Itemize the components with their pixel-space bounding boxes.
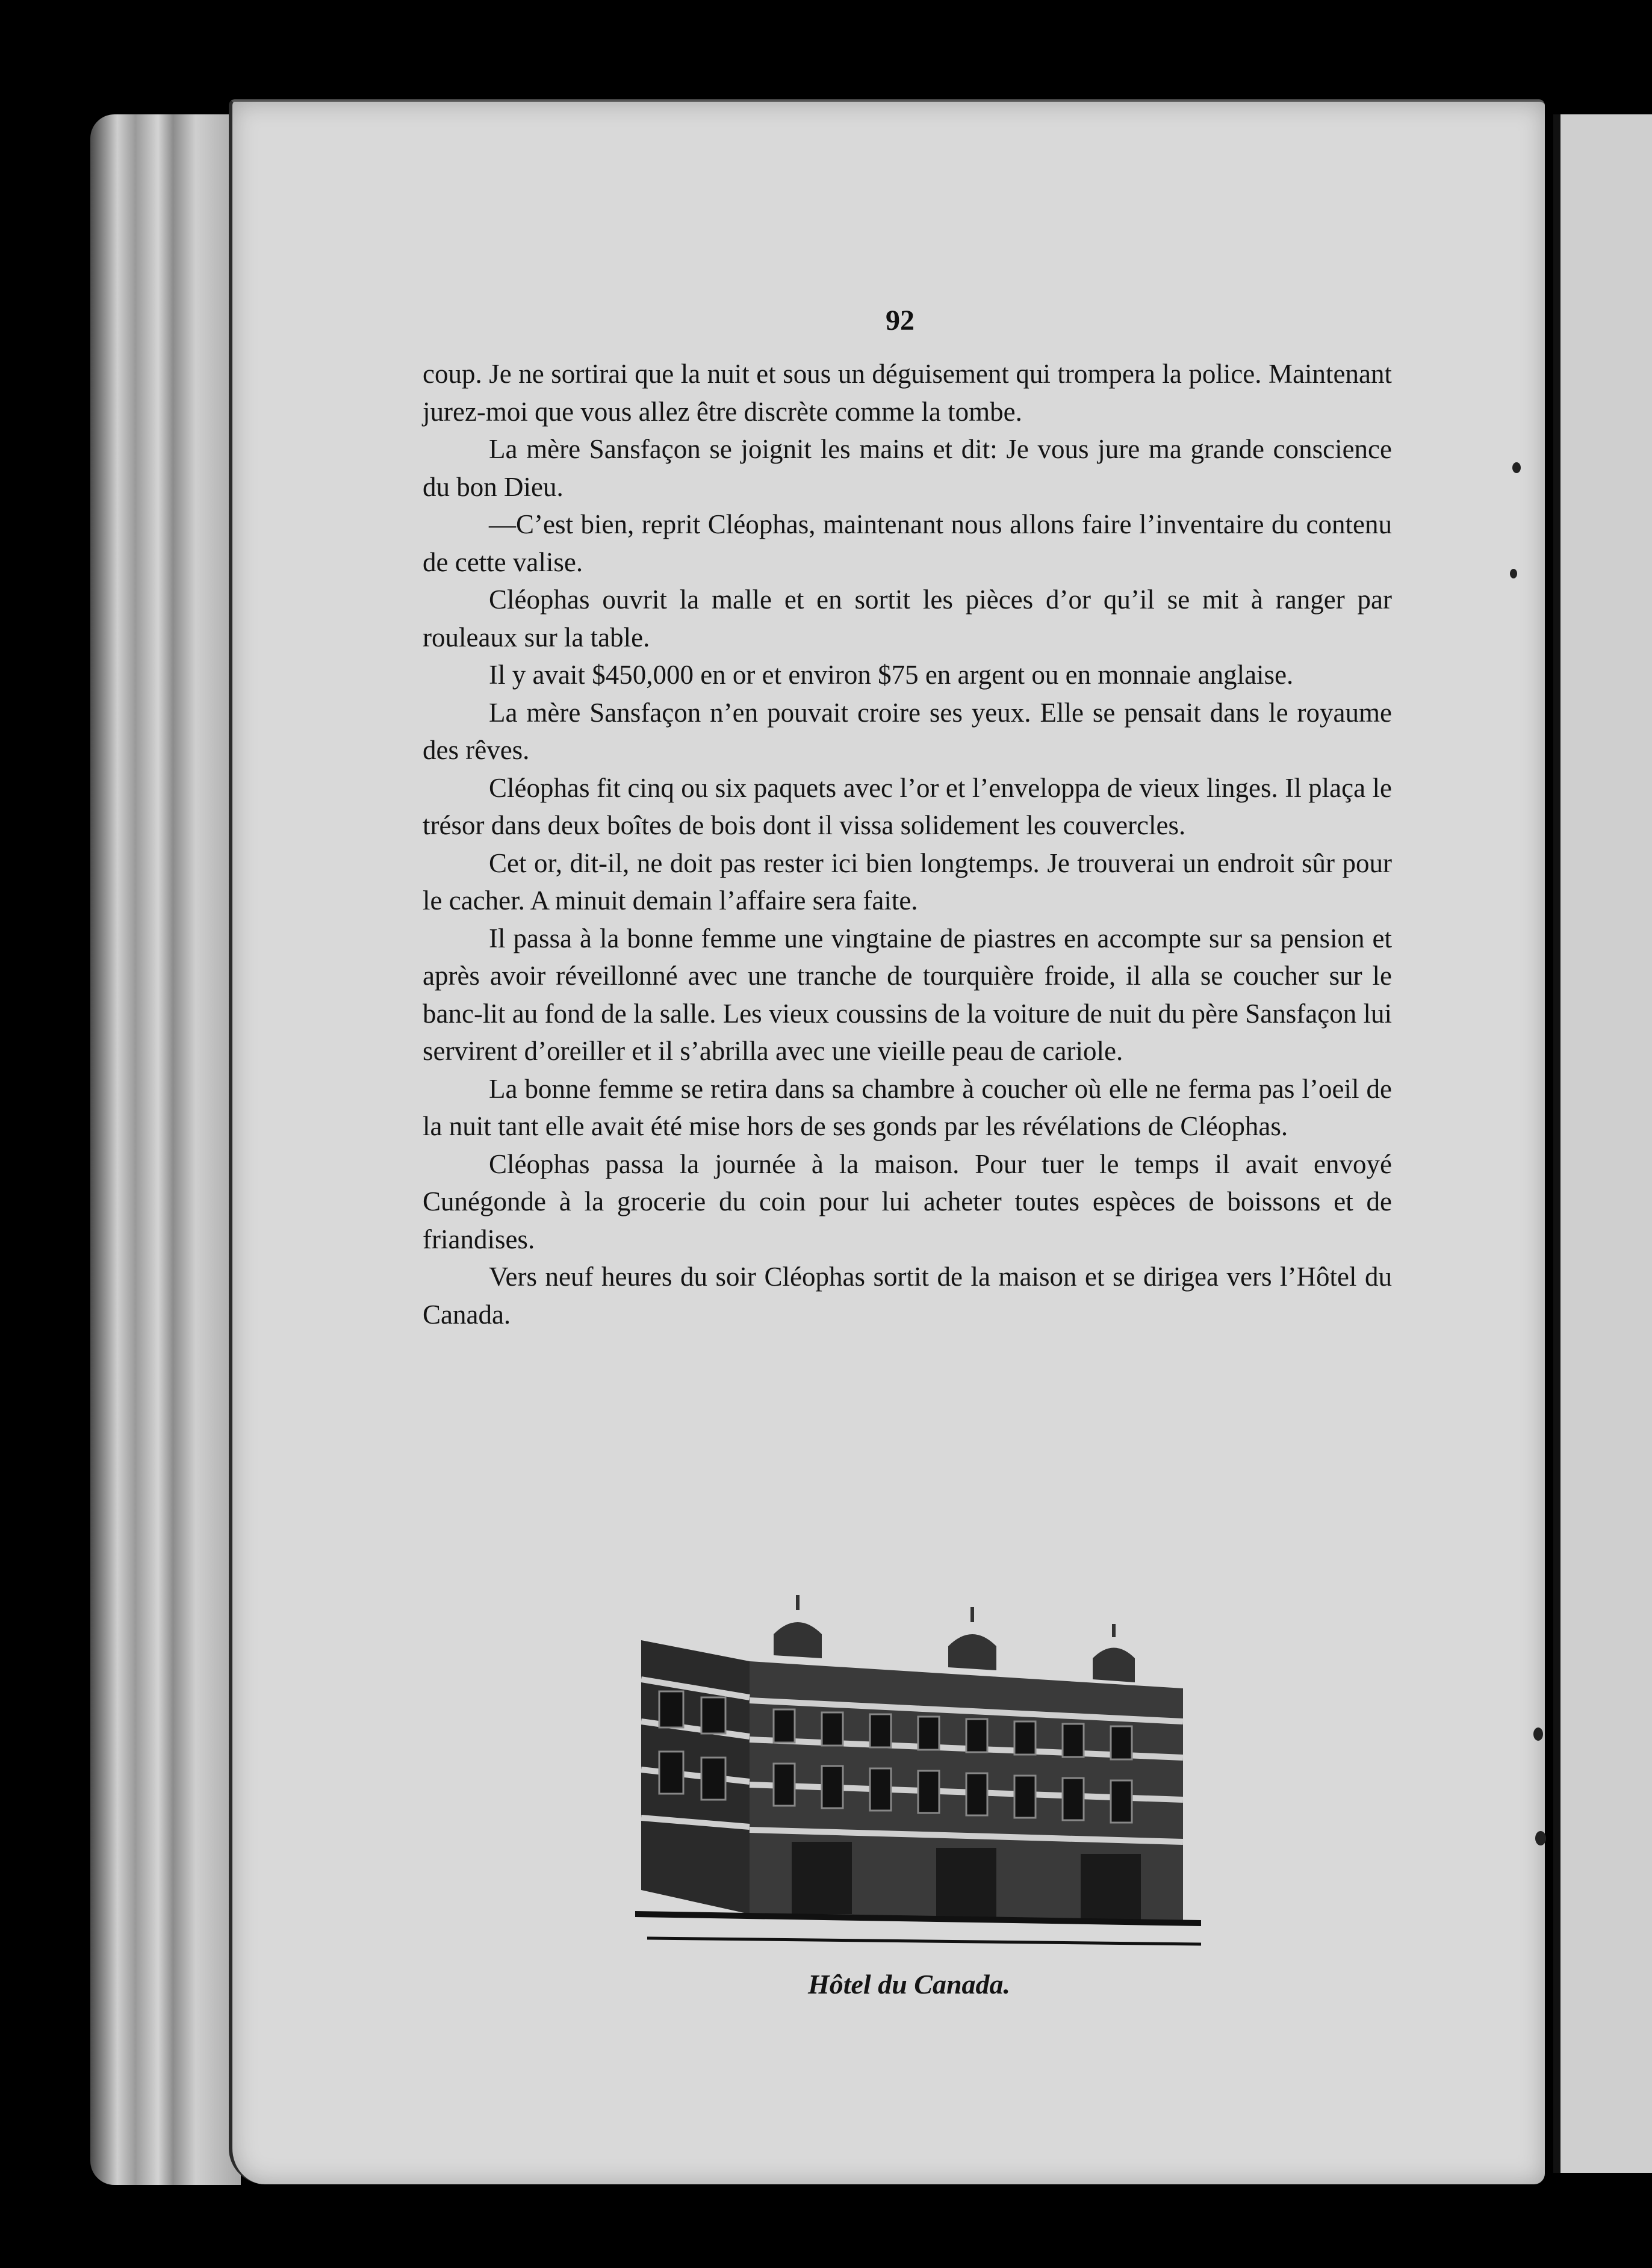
- paragraph: Cet or, dit-il, ne doit pas rester ici bien longtemps. Je trouverai un endroit sûr pour le cacher. A minuit demain l’affaire sera faite.: [423, 847, 1392, 916]
- paragraph: La mère Sansfaçon se joignit les mains et dit: Je vous jure ma grande conscience du bon Dieu.: [423, 434, 1392, 502]
- paragraph: La bonne femme se retira dans sa chambre à coucher où elle ne ferma pas l’oeil de la nuit tant elle avait été mise hors de ses gonds par les révélations de Cléophas.: [423, 1073, 1392, 1141]
- paragraph: —C’est bien, reprit Cléophas, maintenant nous allons faire l’inventaire du contenu de cette valise.: [423, 509, 1392, 577]
- paragraph: Cléophas ouvrit la malle et en sortit les pièces d’or qu’il se mit à ranger par rouleaux sur la table.: [423, 584, 1392, 652]
- paragraph: Il passa à la bonne femme une vingtaine de piastres en accompte sur sa pension et après avoir réveillonné avec une tranche de tourquière froide, il alla se coucher sur le banc-lit au fond de la salle. Les vieux coussins de la voiture de nuit du père Sansfaçon lui servirent d’oreiller et il s’abrilla avec une vieille peau de cariole.: [423, 923, 1392, 1066]
- paragraph: Il y avait $450,000 en or et environ $75 en argent ou en monnaie anglaise.: [489, 660, 1294, 690]
- paragraph: Cléophas passa la journée à la maison. Pour tuer le temps il avait envoyé Cunégonde à la grocerie du coin pour lui acheter toutes espèces de boissons et de friandises.: [423, 1148, 1392, 1254]
- hotel-illustration: [635, 1577, 1207, 1950]
- body-text: [423, 355, 1392, 1333]
- paragraph: La mère Sansfaçon n’en pouvait croire ses yeux. Elle se pensait dans le royaume des rêves.: [423, 697, 1392, 765]
- paragraph: Vers neuf heures du soir Cléophas sortit de la maison et se dirigea vers l’Hôtel du Canada.: [423, 1262, 1392, 1330]
- facing-page-edge: [1553, 114, 1652, 2173]
- ink-speck: [1512, 462, 1521, 473]
- illustration-caption: Hôtel du Canada.: [807, 1969, 1011, 2000]
- paragraph: Cléophas fit cinq ou six paquets avec l’or et l’enveloppa de vieux linges. Il plaça le trésor dans deux boîtes de bois dont il vissa solidement les couvercles.: [423, 772, 1392, 840]
- ink-speck: [1510, 569, 1517, 578]
- ink-speck: [1533, 1727, 1543, 1741]
- page-number: 92: [886, 305, 914, 336]
- paragraph: coup. Je ne sortirai que la nuit et sous un déguisement qui trompera la police. Maintenant jurez-moi que vous allez être discrète comme la tombe.: [423, 359, 1392, 427]
- book-edge: [90, 114, 241, 2185]
- ink-speck: [1535, 1831, 1546, 1845]
